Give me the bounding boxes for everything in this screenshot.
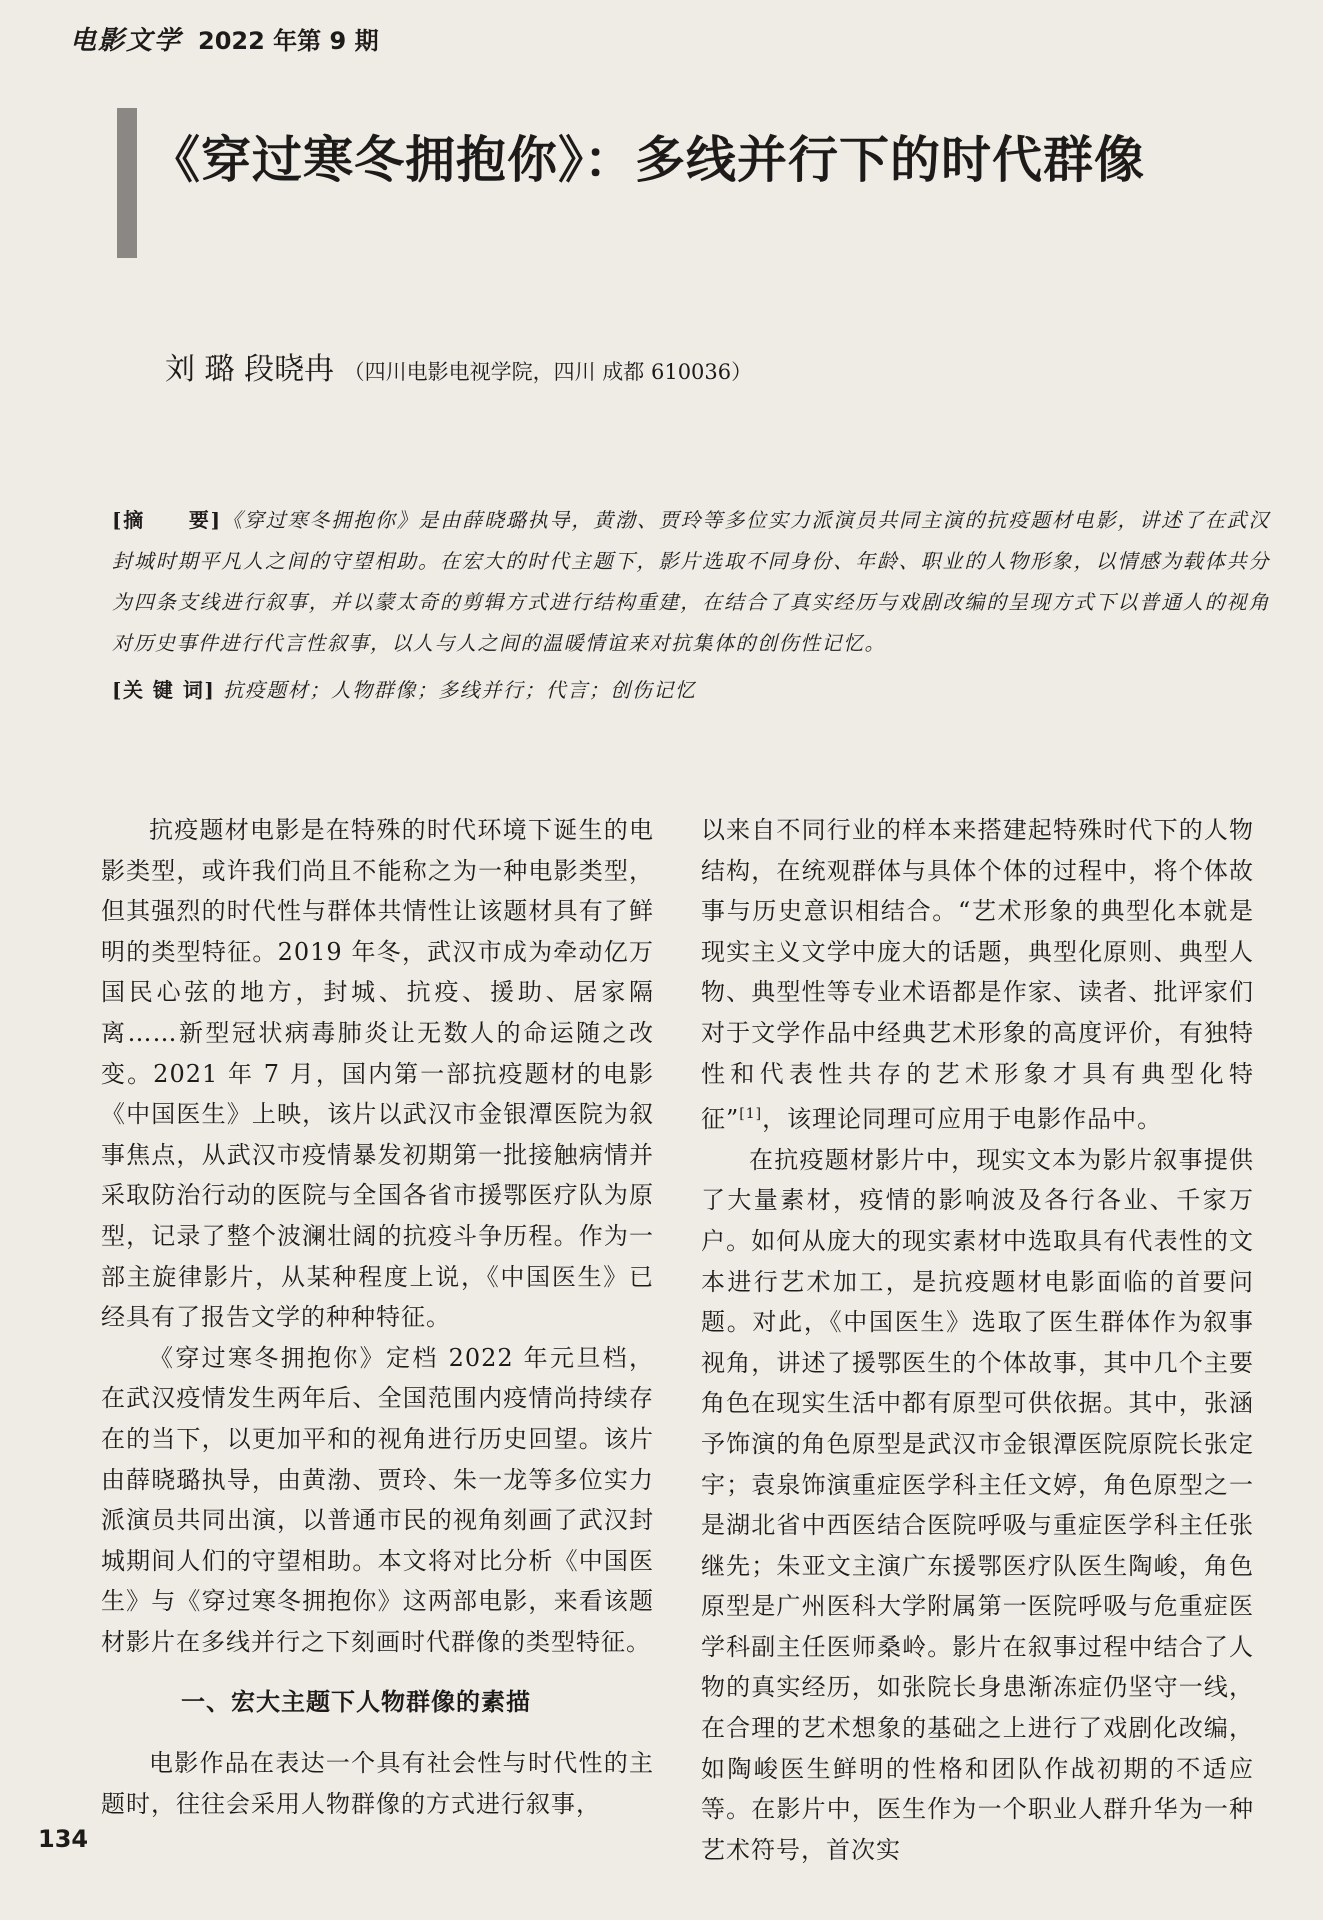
article-title: 《穿过寒冬拥抱你》：多线并行下的时代群像 xyxy=(150,131,1145,189)
keywords xyxy=(112,670,1270,711)
abstract-block xyxy=(112,500,1270,711)
abstract xyxy=(112,500,1270,664)
byline xyxy=(165,350,1265,389)
abstract-text: 《穿过寒冬拥抱你》是由薛晓璐执导，黄渤、贾玲等多位实力派演员共同主演的抗疫题材电影，讲述了在武汉封城时期平凡人之间的守望相助。在宏大的时代主题下，影片选取不同身份、年龄、职业的人物形象，以情感为载体共分为四条支线进行叙事，并以蒙太奇的剪辑方式进行结构重建，在结合了真实经历与戏剧改编的呈现方式下以普通人的视角对历史事件进行代言性叙事，以人与人之间的温暖情谊来对抗集体的创伤性记忆。 xyxy=(112,508,1270,655)
paragraph: 在抗疫题材影片中，现实文本为影片叙事提供了大量素材，疫情的影响波及各行各业、千家万户。如何从庞大的现实素材中选取具有代表性的文本进行艺术加工，是抗疫题材电影面临的首要问题。对此，《中国医生》选取了医生群体作为叙事视角，讲述了援鄂医生的个体故事，其中几个主要角色在现实生活中都有原型可供依据。其中，张涵予饰演的角色原型是武汉市金银潭医院原院长张定宇；袁泉饰演重症医学科主任文婷，角色原型之一是湖北省中西医结合医院呼吸与重症医学科主任张继先；朱亚文主演广东援鄂医疗队医生陶峻，角色原型是广州医科大学附属第一医院呼吸与危重症医学科副主任医师桑岭。影片在叙事过程中结合了人物的真实经历，如张院长身患渐冻症仍坚守一线，在合理的艺术想象的基础之上进行了戏剧化改编，如陶峻医生鲜明的性格和团队作战初期的不适应等。在影片中，医生作为一个职业人群升华为一种艺术符号，首次实 xyxy=(701,1145,1254,1864)
reference-marker[interactable]: [1] xyxy=(739,1106,763,1123)
keywords-text: 抗疫题材；人物群像；多线并行；代言；创伤记忆 xyxy=(223,678,697,702)
running-header xyxy=(70,18,379,58)
paragraph: 《穿过寒冬拥抱你》定档 2022 年元旦档，在武汉疫情发生两年后、全国范围内疫情尚持续存在的当下，以更加平和的视角进行历史回望。该片由薛晓璐执导，由黄渤、贾玲、朱一龙等多位实力派演员共同出演，以普通市民的视角刻画了武汉封城期间人们的守望相助。本文将对比分析《中国医生》与《穿过寒冬拥抱你》这两部电影，来看该题材影片在多线并行之下刻画时代群像的类型特征。 xyxy=(101,1343,654,1656)
paragraph: 抗疫题材电影是在特殊的时代环境下诞生的电影类型，或许我们尚且不能称之为一种电影类型，但其强烈的时代性与群体共情性让该题材具有了鲜明的类型特征。2019 年冬，武汉市成为牵动亿万国民心弦的地方，封城、抗疫、援助、居家隔离……新型冠状病毒肺炎让无数人的命运随之改变。2021 年 7 月，国内第一部抗疫题材的电影《中国医生》上映，该片以武汉市金银潭医院为叙事焦点，从武汉市疫情暴发初期第一批接触病情并采取防治行动的医院与全国各省市援鄂医疗队为原型，记录了整个波澜壮阔的抗疫斗争历程。作为一部主旋律影片，从某种程度上说，《中国医生》已经具有了报告文学的种种特征。 xyxy=(101,816,654,1332)
page-number: 134 xyxy=(38,1825,89,1853)
issue-label: 2022 年第 9 期 xyxy=(198,26,379,55)
paragraph xyxy=(701,810,1254,1140)
authors: 刘 璐 段晓冉 xyxy=(165,352,335,387)
affiliation: （四川电影电视学院，四川 成都 610036） xyxy=(343,360,753,384)
paragraph-text: 以来自不同行业的样本来搭建起特殊时代下的人物结构，在统观群体与具体个体的过程中，将个体故事与历史意识相结合。“艺术形象的典型化本就是现实主义文学中庞大的话题，典型化原则、典型人物、典型性等专业术语都是作家、读者、批评家们对于文学作品中经典艺术形象的高度评价，有独特性和代表性共存的艺术形象才具有典型化特征” xyxy=(701,816,1254,1134)
paragraph: 电影作品在表达一个具有社会性与时代性的主题时，往往会采用人物群像的方式进行叙事， xyxy=(101,1749,654,1818)
keywords-label: [关 键 词] xyxy=(112,678,216,702)
abstract-label: [摘 要] xyxy=(112,508,222,532)
journal-name: 电影文学 xyxy=(70,25,183,56)
paragraph-text: ，该理论同理可应用于电影作品中。 xyxy=(762,1105,1163,1134)
body-column-right xyxy=(701,810,1254,1870)
title-accent-bar xyxy=(117,108,137,258)
section-heading: 一、宏大主题下人物群像的素描 xyxy=(181,1688,531,1717)
body-column-left xyxy=(101,810,654,1824)
